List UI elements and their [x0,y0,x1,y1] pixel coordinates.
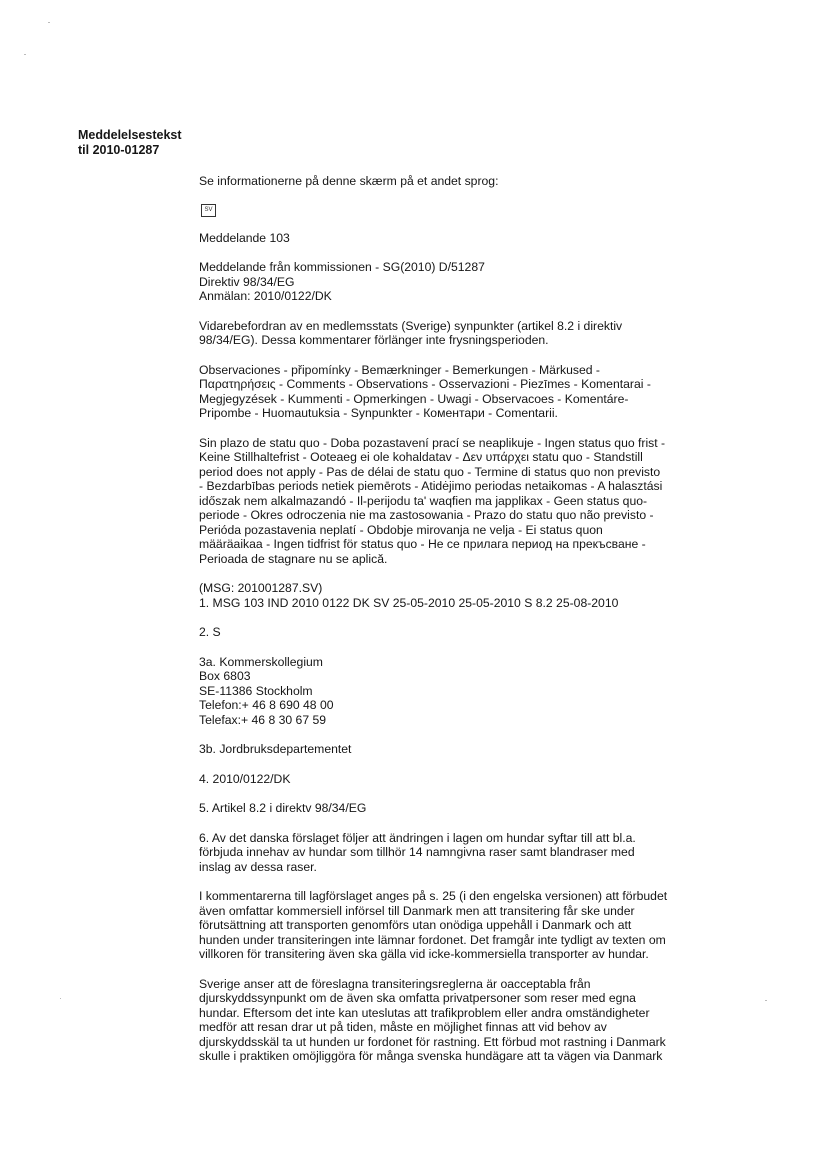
commission-line: Meddelande från kommissionen - SG(2010) D/51287 [199,260,485,274]
observations-line: Observaciones - připomínky - Bemærkninger - Bemerkungen - Märkused - [199,362,600,377]
sweden-line: medför att resan drar ut på tiden, måste en möjlighet finnas att vid behov av [199,1020,607,1034]
item-4: 4. 2010/0122/DK [199,771,291,786]
standstill-line: periode - Okres odroczenia nie ma zastosowania - Prazo do statu quo não previsto - [199,508,654,522]
title-line-2: til 2010-01287 [78,143,160,157]
sweden-line: djurskyddssynpunkt om de även ska omfatta privatpersoner som reser med egna [199,991,636,1005]
scan-speck [765,1000,767,1001]
item-2: 2. S [199,625,221,639]
item-3a-address [199,655,669,728]
comments-line: även omfattar kommersiell införsel till Danmark men att transitering får ske under [199,903,635,918]
forwarding-note [199,319,669,348]
forwarding-line: 98/34/EG). Dessa kommentarer förlänger inte frysningsperioden. [199,333,549,347]
observations-line: Megjegyzések - Kummenti - Opmerkingen - Uwagi - Observacoes - Komentáre- [199,391,629,406]
standstill-line: määräaikaa - Ingen tidfrist för status quo - Не се прилага период на прекъсване - [199,537,646,551]
address-line: SE-11386 Stockholm [199,683,313,698]
observations-line: Pripombe - Huomautuksia - Synpunkter - Коментари - Comentarii. [199,406,558,420]
comments-line: I kommentarerna till lagförslaget anges på s. 25 (i den engelska versionen) att förbudet [199,889,668,903]
document-body [199,174,669,1064]
scan-speck [60,998,61,999]
standstill-line: Perioada de stagnare nu se aplică. [199,551,388,566]
title-line-1: Meddelelsestekst [78,128,182,142]
msg-line: 1. MSG 103 IND 2010 0122 DK SV 25-05-2010 25-05-2010 S 8.2 25-08-2010 [199,595,619,610]
item-6-line: förbjuda innehav av hundar som tillhör 14 namngivna raser samt blandraser med [199,845,635,859]
item-5: 5. Artikel 8.2 i direktv 98/34/EG [199,801,367,815]
scan-speck [48,22,50,23]
standstill-line: - Bezdarbības periods netiek piemērots - Atidėjimo periodas netaikomas - A halasztási [199,479,663,493]
comments-line: villkoren för transitering även ska gälla vid icke-kommersiella transporter av hundar. [199,947,649,961]
sweden-line: djurskyddsskäl ta ut hunden ur fordonet för rastning. Ett förbud mot rastning i Danmark [199,1034,666,1049]
standstill-line: időszak nem alkalmazandó - Il-perijodu ta' waqfien ma japplikax - Geen status quo- [199,493,648,508]
sweden-line: skulle i praktiken omöjliggöra för många svenska hundägare att ta vägen via Danmark [199,1049,663,1063]
standstill-line: Keine Stillhaltefrist - Ooteaeg ei ole kohaldatav - Δεν υπάρχει statu quo - Standstill [199,450,643,464]
address-line: Box 6803 [199,669,251,683]
item-6-line: 6. Av det danska förslaget följer att ändringen i lagen om hundar syftar till att bl.a. [199,830,636,845]
address-line: 3a. Kommerskollegium [199,654,323,669]
comments-line: förutsättning att transporten genomförs utan onödiga uppehåll i Danmark och att [199,918,632,932]
forwarding-line: Vidarebefordran av en medlemsstats (Sverige) synpunkter (artikel 8.2 i direktiv [199,318,623,333]
observations-line: Παρατηρήσεις - Comments - Observations - Osservazioni - Piezīmes - Komentarai - [199,377,651,391]
address-line: Telefon:+ 46 8 690 48 00 [199,698,334,712]
sweden-line: hundar. Eftersom det inte kan uteslutas att trafikproblem eller andra omständigheter [199,1005,650,1020]
commission-line: Anmälan: 2010/0122/DK [199,289,332,303]
sweden-line: Sverige anser att de föreslagna transiteringsreglerna är oacceptabla från [199,976,591,991]
standstill-line: period does not apply - Pas de délai de statu quo - Termine di status quo non previsto [199,464,661,479]
sweden-paragraph [199,977,669,1064]
comments-paragraph [199,889,669,962]
msg-line: (MSG: 201001287.SV) [199,581,323,595]
item-6-line: inslag av dessa raser. [199,859,317,874]
scan-speck [24,54,26,55]
document-title [78,128,208,158]
standstill-line: Sin plazo de statu quo - Doba pozastavení prací se neaplikuje - Ingen status quo frist - [199,435,666,450]
item-3b: 3b. Jordbruksdepartementet [199,742,352,756]
observations-paragraph [199,363,669,421]
language-prompt: Se informationerne på denne skærm på et andet sprog: [199,174,499,188]
notice-number: Meddelande 103 [199,230,290,245]
standstill-paragraph [199,436,669,567]
comments-line: hunden under transiteringen inte lämnar fordonet. Det framgår inte tydligt av texten om [199,932,666,947]
commission-block [199,260,669,304]
standstill-line: Perióda pozastavenia neplatí - Obdobje mirovanja ne velja - Ei status quon [199,522,603,537]
address-line: Telefax:+ 46 8 30 67 59 [199,712,327,727]
item-6 [199,831,669,875]
commission-line: Direktiv 98/34/EG [199,274,295,289]
msg-block [199,581,669,610]
language-link-sv[interactable]: SV [201,204,216,217]
